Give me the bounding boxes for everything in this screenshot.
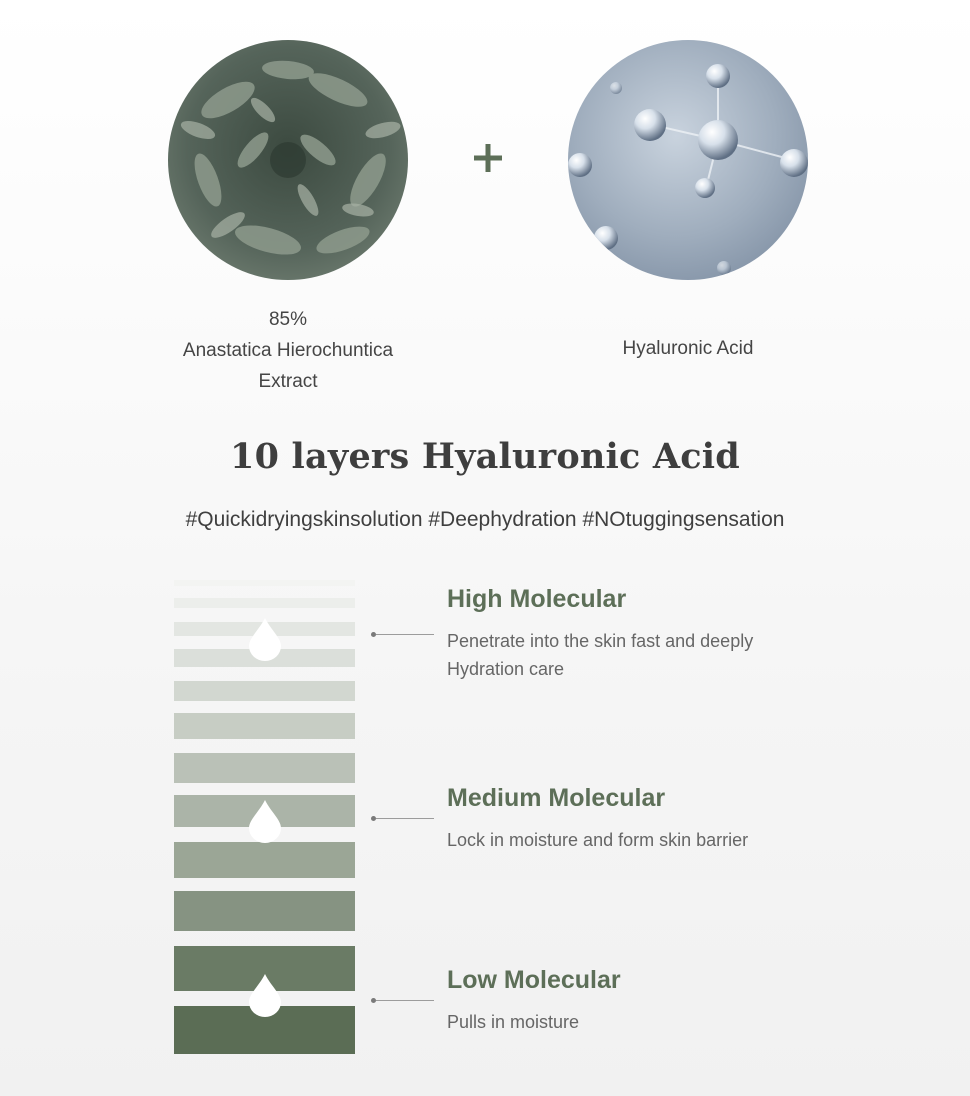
- herb-extract-image: [168, 40, 408, 280]
- layer-bar: [174, 842, 355, 878]
- ingredient-name-line1: Anastatica Hierochuntica: [182, 340, 394, 361]
- high-molecular-title: High Molecular: [447, 585, 627, 613]
- ingredient-label-hyaluronic: [538, 333, 838, 364]
- hyaluronic-layer-stack: [174, 580, 355, 1060]
- ingredient-label-herb: [138, 304, 438, 397]
- hyaluronic-molecule-image: [568, 40, 808, 280]
- hashtags: #Quickidryingskinsolution #Deephydration #NOtuggingsensation: [185, 508, 785, 531]
- plus-icon: [470, 140, 506, 176]
- layer-bar: [174, 598, 355, 608]
- page-title: 10 layers Hyaluronic Acid: [230, 436, 740, 477]
- connector-line: [376, 1000, 434, 1001]
- low-molecular-desc: [447, 1008, 579, 1036]
- low-molecular-title: Low Molecular: [447, 966, 621, 994]
- high-molecular-desc: [447, 627, 753, 683]
- layer-bar: [174, 753, 355, 783]
- high-molecular-desc-line2: Hydration care: [447, 659, 565, 679]
- connector-line: [376, 818, 434, 819]
- layer-bar: [174, 580, 355, 586]
- medium-molecular-desc-line1: Lock in moisture and form skin barrier: [447, 830, 749, 850]
- layer-bar: [174, 713, 355, 739]
- water-drop-icon: [245, 616, 285, 662]
- ingredient-percent: 85%: [268, 309, 308, 330]
- water-drop-icon: [245, 972, 285, 1018]
- water-drop-icon: [245, 798, 285, 844]
- connector-line: [376, 634, 434, 635]
- ingredient-name: Hyaluronic Acid: [622, 338, 754, 359]
- low-molecular-desc-line1: Pulls in moisture: [447, 1012, 580, 1032]
- high-molecular-desc-line1: Penetrate into the skin fast and deeply: [447, 631, 754, 651]
- medium-molecular-title: Medium Molecular: [447, 784, 666, 812]
- layer-bar: [174, 891, 355, 931]
- ingredient-name-line2: Extract: [258, 371, 318, 392]
- medium-molecular-desc: [447, 826, 748, 854]
- layer-bar: [174, 681, 355, 701]
